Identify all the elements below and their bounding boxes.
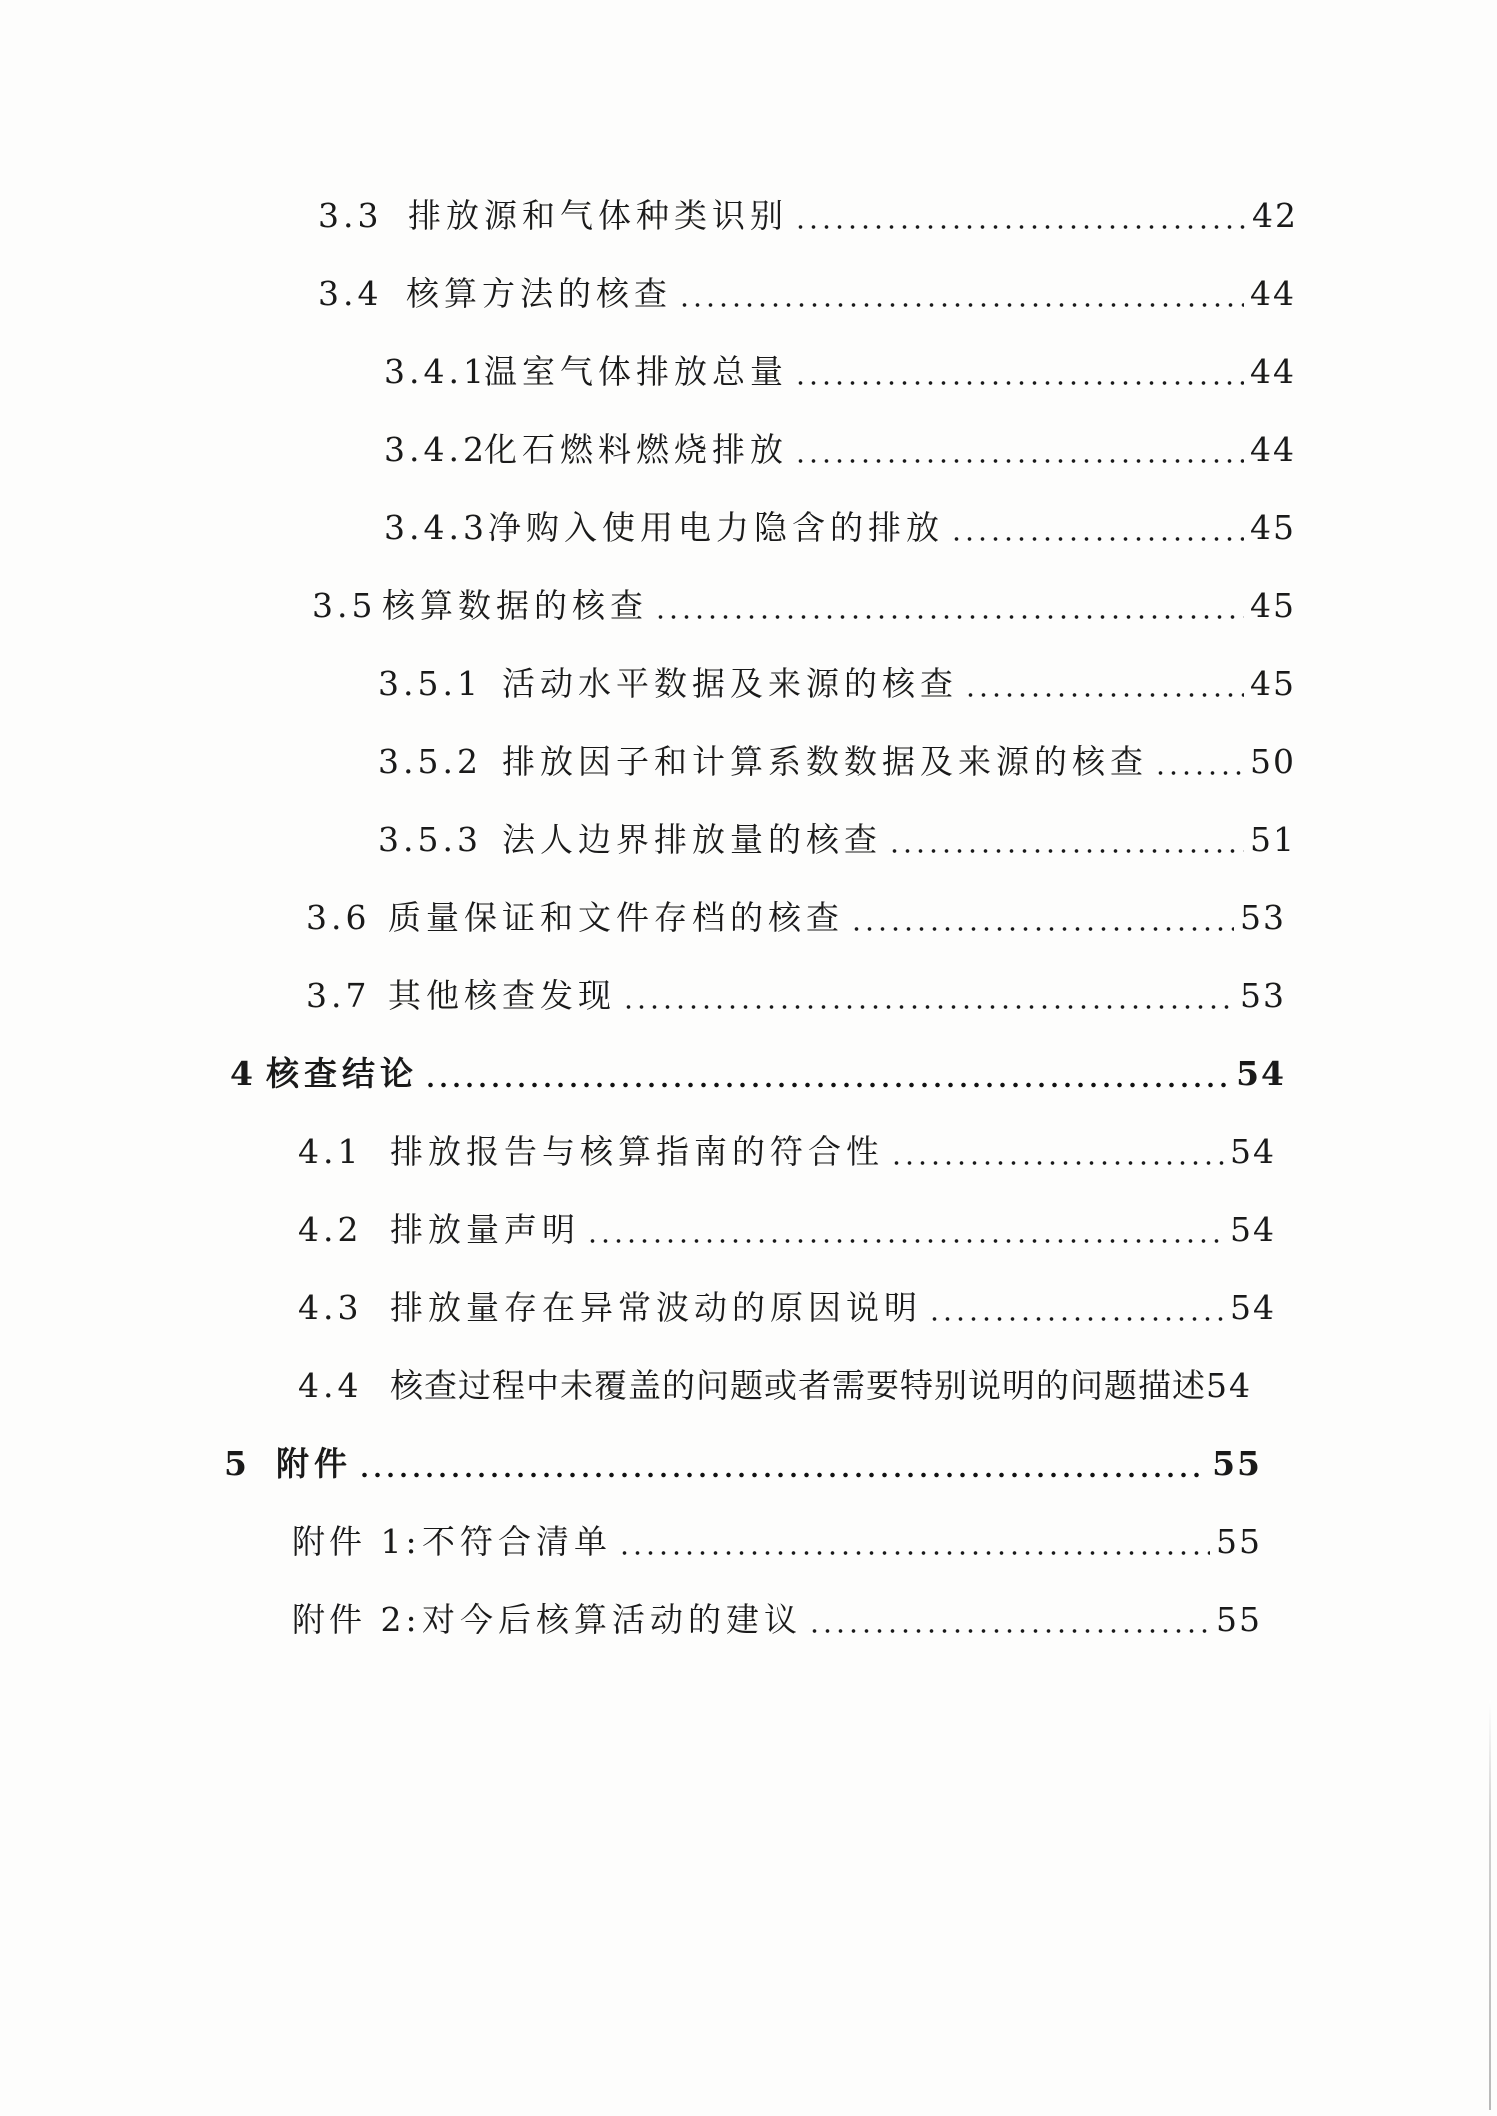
toc-leader-dots xyxy=(586,1238,1224,1244)
toc-entry-3-5[interactable] xyxy=(312,586,1296,626)
toc-page-number: 54 xyxy=(1230,1288,1276,1327)
toc-title: 排放量声明 xyxy=(390,1210,580,1249)
toc-entry-appendix-2[interactable] xyxy=(292,1600,1262,1640)
toc-leader-dots xyxy=(890,1160,1224,1166)
toc-page-number: 45 xyxy=(1250,664,1296,703)
toc-title: 对今后核算活动的建议 xyxy=(422,1600,802,1639)
toc-page-number: 44 xyxy=(1250,352,1296,391)
toc-page-number: 54 xyxy=(1236,1054,1286,1093)
toc-number: 5 xyxy=(224,1444,251,1483)
toc-number: 4.4 xyxy=(298,1366,363,1405)
toc-number: 附件 2: xyxy=(292,1600,421,1639)
toc-leader-dots xyxy=(794,380,1244,386)
toc-entry-3-4-3[interactable] xyxy=(384,508,1296,548)
toc-entry-4-2[interactable] xyxy=(298,1210,1276,1250)
toc-number: 4.3 xyxy=(298,1288,363,1327)
toc-entry-3-7[interactable] xyxy=(306,976,1286,1016)
toc-title: 排放源和气体种类识别 xyxy=(408,196,788,235)
toc-number: 4.1 xyxy=(298,1132,363,1171)
toc-leader-dots xyxy=(950,536,1244,542)
toc-page-number: 55 xyxy=(1216,1600,1262,1639)
toc-entry-4-3[interactable] xyxy=(298,1288,1276,1328)
toc-number: 3.7 xyxy=(306,976,371,1015)
toc-entry-3-5-2[interactable] xyxy=(378,742,1296,782)
toc-number: 3.4.1 xyxy=(384,352,488,391)
toc-leader-dots xyxy=(1154,770,1244,776)
toc-page-number: 53 xyxy=(1240,898,1286,937)
toc-number: 4 xyxy=(230,1054,257,1093)
toc-page-number: 55 xyxy=(1212,1444,1262,1483)
toc-entry-4-4[interactable] xyxy=(298,1366,1278,1406)
toc-title: 排放量存在异常波动的原因说明 xyxy=(390,1288,922,1327)
toc-number: 3.5.2 xyxy=(378,742,482,781)
toc-number: 3.4.2 xyxy=(384,430,488,469)
toc-page-number: 44 xyxy=(1250,430,1296,469)
toc-page-number: 54 xyxy=(1230,1210,1276,1249)
toc-leader-dots xyxy=(850,926,1234,932)
toc-title: 核算数据的核查 xyxy=(382,586,648,625)
toc-title: 排放因子和计算系数数据及来源的核查 xyxy=(502,742,1148,781)
toc-entry-4-1[interactable] xyxy=(298,1132,1276,1172)
toc-leader-dots xyxy=(888,848,1244,854)
toc-entry-3-5-1[interactable] xyxy=(378,664,1296,704)
toc-page-number: 50 xyxy=(1250,742,1296,781)
toc-leader-dots xyxy=(794,458,1244,464)
toc-leader-dots xyxy=(424,1082,1230,1088)
toc-number: 3.5.1 xyxy=(378,664,482,703)
toc-page-number: 53 xyxy=(1240,976,1286,1015)
toc-leader-dots xyxy=(964,692,1244,698)
toc-entry-3-6[interactable] xyxy=(306,898,1286,938)
toc-title: 温室气体排放总量 xyxy=(484,352,788,391)
toc-leader-dots xyxy=(678,302,1244,308)
toc-entry-3-4-2[interactable] xyxy=(384,430,1296,470)
toc-page-number: 45 xyxy=(1250,586,1296,625)
toc-title: 核算方法的核查 xyxy=(406,274,672,313)
toc-entry-4[interactable] xyxy=(230,1054,1286,1094)
toc-leader-dots xyxy=(622,1004,1234,1010)
toc-leader-dots xyxy=(654,614,1244,620)
toc-title: 法人边界排放量的核查 xyxy=(502,820,882,859)
toc-title: 活动水平数据及来源的核查 xyxy=(502,664,958,703)
toc-leader-dots xyxy=(794,224,1246,230)
toc-page-number: 51 xyxy=(1250,820,1296,859)
toc-title: 净购入使用电力隐含的排放 xyxy=(488,508,944,547)
toc-number: 3.4 xyxy=(318,274,383,313)
toc-leader-dots xyxy=(358,1472,1206,1478)
toc-entry-3-5-3[interactable] xyxy=(378,820,1296,860)
toc-page-number: 55 xyxy=(1216,1522,1262,1561)
toc-title: 核查结论 xyxy=(266,1054,418,1093)
toc-entry-3-4[interactable] xyxy=(318,274,1296,314)
toc-page-number: 44 xyxy=(1250,274,1296,313)
toc-number: 3.6 xyxy=(306,898,371,937)
toc-title: 排放报告与核算指南的符合性 xyxy=(390,1132,884,1171)
toc-title: 化石燃料燃烧排放 xyxy=(484,430,788,469)
toc-entry-3-3[interactable] xyxy=(318,196,1298,236)
toc-number: 3.5.3 xyxy=(378,820,482,859)
toc-number: 3.4.3 xyxy=(384,508,488,547)
scan-edge-shadow xyxy=(1489,1700,1491,2110)
toc-title: 附件 xyxy=(276,1444,352,1483)
toc-entry-3-4-1[interactable] xyxy=(384,352,1296,392)
toc-title: 核查过程中未覆盖的问题或者需要特别说明的问题描述 xyxy=(390,1366,1206,1405)
toc-number: 附件 1: xyxy=(292,1522,421,1561)
toc-title: 质量保证和文件存档的核查 xyxy=(388,898,844,937)
toc-number: 3.3 xyxy=(318,196,383,235)
toc-page-number: 45 xyxy=(1250,508,1296,547)
toc-title: 不符合清单 xyxy=(422,1522,612,1561)
toc-page-number: 54 xyxy=(1230,1132,1276,1171)
toc-entry-appendix-1[interactable] xyxy=(292,1522,1262,1562)
toc-entry-5[interactable] xyxy=(224,1444,1262,1484)
toc-title: 其他核查发现 xyxy=(388,976,616,1015)
toc-number: 4.2 xyxy=(298,1210,363,1249)
toc-leader-dots xyxy=(808,1628,1210,1634)
toc-page-number: 42 xyxy=(1252,196,1298,235)
toc-leader-dots xyxy=(618,1550,1210,1556)
toc-leader-dots xyxy=(928,1316,1224,1322)
toc-number: 3.5 xyxy=(312,586,377,625)
toc-page-number: 54 xyxy=(1206,1366,1252,1405)
